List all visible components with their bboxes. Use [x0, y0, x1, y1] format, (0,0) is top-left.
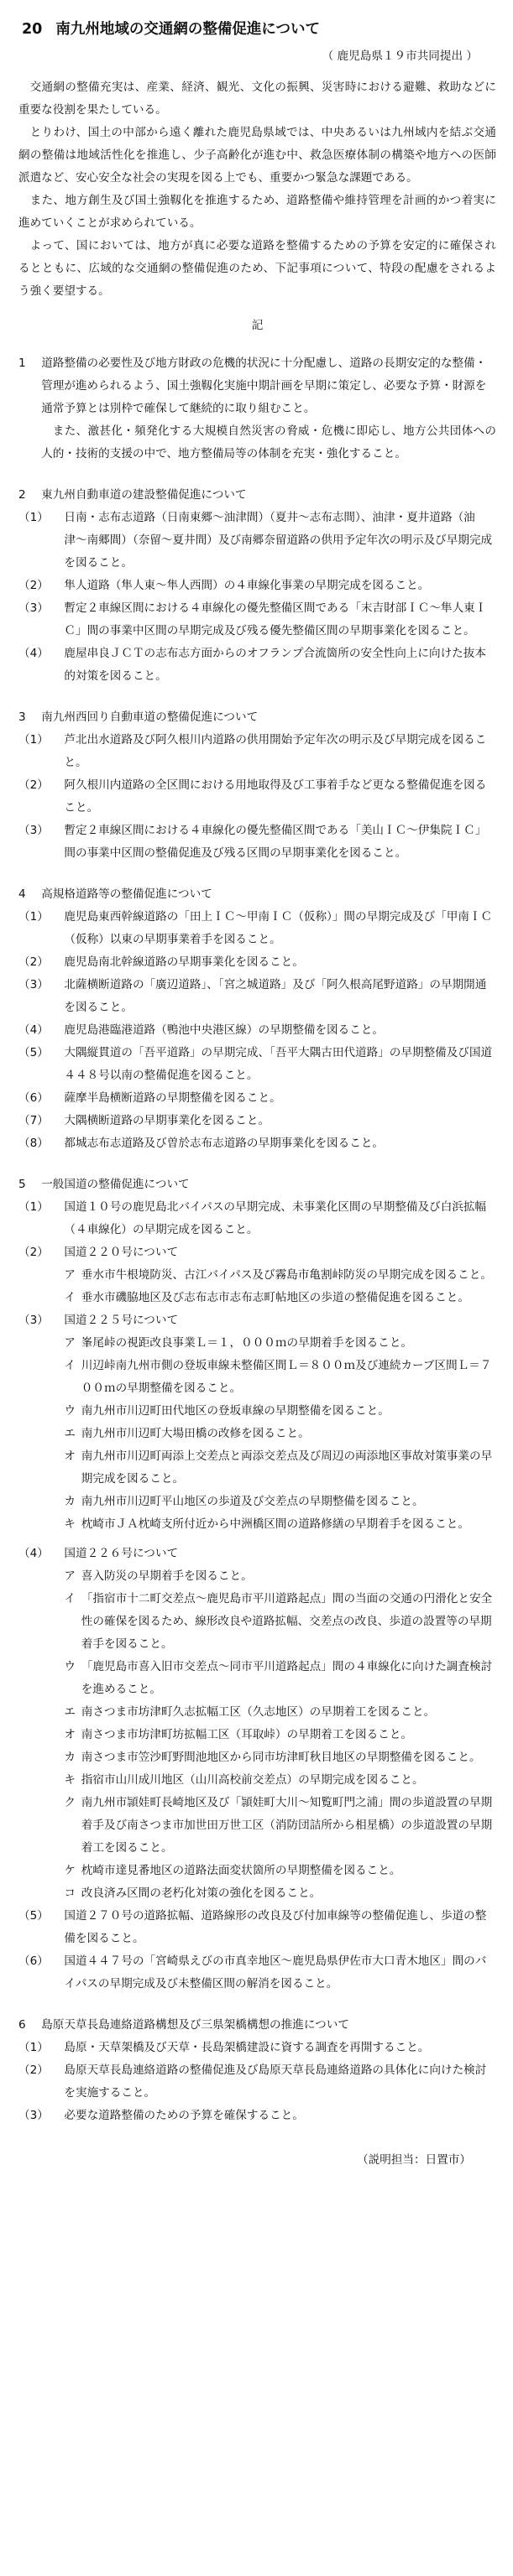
item-text: 島原天草長島連絡道路の整備促進及び島原天草長島連絡道路の具体化に向けた検討を実施すること。 [64, 2063, 487, 2100]
section-3 [18, 706, 496, 865]
section-title: 東九州自動車道の建設整備促進について [41, 488, 247, 502]
item-text: 日南・志布志道路（日南東郷〜油津間）（夏井〜志布志間）、油津・夏井道路（油津〜南郷間）（奈留〜夏井間）及び南郷奈留道路の供用予定年次の明示及び早期完成を図ること。 [64, 511, 493, 570]
sub-text: 南九州市川辺町平山地区の歩道及び交差点の早期整備を図ること。 [81, 1495, 424, 1508]
intro [18, 76, 496, 303]
item-marker: （6） [18, 1091, 49, 1105]
list-item [18, 951, 496, 974]
intro-paragraph: よって、国においては、地方が真に必要な道路を整備するための予算を安定的に確保されるとともに、広域的な交通網の整備促進のため、下記事項について、特段の配慮をされるよう強く要望する。 [18, 239, 496, 298]
section-title: 島原天草長島連絡道路構想及び三県架橋構想の推進について [41, 2018, 349, 2032]
section-heading [18, 484, 496, 507]
item-marker: （1） [18, 910, 49, 924]
list-item [18, 1087, 496, 1110]
sub-marker: ウ [64, 1404, 76, 1418]
item-text: 国道１０号の鹿児島北バイパスの早期完成、未事業化区間の早期整備及び白浜拡幅（４車線化）の早期完成を図ること。 [64, 1200, 487, 1236]
sub-item [18, 1724, 496, 1746]
list-item [18, 820, 496, 865]
item-marker: （4） [18, 647, 49, 660]
intro-paragraph: 交通網の整備充実は、産業、経済、観光、文化の振興、災害時における避難、救助などに重要な役割を果たしている。 [18, 81, 496, 117]
item-marker: （1） [18, 1200, 49, 1214]
list-item [18, 2037, 496, 2059]
sub-item [18, 1423, 496, 1445]
item-text: 北薩横断道路の「廣辺道路」、「宮之城道路」及び「阿久根高尾野道路」の早期開通を図ること。 [64, 978, 487, 1014]
section-number: 5 [18, 1178, 26, 1191]
item-marker: （4） [18, 1547, 49, 1560]
item-marker: （5） [18, 1046, 49, 1059]
sub-text: 枕崎市ＪＡ枕崎支所付近から中洲橋区間の道路修繕の早期着手を図ること。 [81, 1517, 469, 1531]
document-title-text: 南九州地域の交通網の整備促進について [55, 21, 321, 38]
item-text: 薩摩半島横断道路の早期整備を図ること。 [64, 1091, 281, 1105]
list-item [18, 575, 496, 597]
item-marker: （6） [18, 1954, 49, 1968]
group-heading [18, 1241, 496, 1264]
sub-text: 南九州市川辺町両添上交差点と両添交差点及び周辺の両添地区事故対策事業の早期完成を図ること。 [81, 1449, 493, 1486]
item-text: 大隅縦貫道の「吾平道路」の早期完成、「吾平大隅古田代道路」の早期整備及び国道４４８号以南の整備促進を図ること。 [64, 1046, 493, 1082]
ki-heading: 記 [251, 319, 264, 332]
sub-text: 喜入防災の早期着手を図ること。 [81, 1569, 253, 1583]
item-text: 都城志布志道路及び曽於志布志道路の早期事業化を図ること。 [64, 1137, 385, 1150]
sub-marker: オ [64, 1449, 76, 1463]
list-item [18, 1042, 496, 1087]
item-marker: （1） [18, 511, 49, 524]
item-marker: （4） [18, 1023, 49, 1037]
item-text: 国道４４７号の「宮崎県えびの市真幸地区〜鹿児島県伊佐市大口青木地区」間のバイパスの早期完成及び未整備区間の解消を図ること。 [64, 1954, 487, 1991]
list-item [18, 1110, 496, 1132]
section-title: 一般国道の整備促進について [41, 1178, 190, 1191]
sub-item [18, 1513, 496, 1536]
sub-item [18, 1565, 496, 1588]
sub-text: 「鹿児島市喜入旧市交差点〜同市平川道路起点」間の４車線化に向けた調査検討を進めること。 [81, 1660, 493, 1696]
sub-text: 南さつま市笠沙町野間池地区から同市坊津町秋目地区の早期整備を図ること。 [81, 1751, 481, 1764]
contact-line: （説明担当：日置市） [357, 2153, 471, 2167]
intro-paragraph: また、地方創生及び国土強靱化を推進するため、道路整備や維持管理を計画的かつ着実に進めていくことが求められている。 [18, 194, 496, 230]
sub-item [18, 1491, 496, 1513]
sub-marker: イ [64, 1291, 76, 1304]
sub-marker: イ [64, 1592, 76, 1605]
list-item [18, 507, 496, 575]
section-6 [18, 2014, 496, 2127]
item-marker: （2） [18, 2063, 49, 2077]
item-text: 鹿児島南北幹線道路の早期事業化を図ること。 [64, 955, 304, 969]
list-item [18, 1950, 496, 1996]
list-item [18, 974, 496, 1019]
group-heading [18, 1543, 496, 1565]
sub-marker: ア [64, 1569, 76, 1583]
item-marker: （1） [18, 733, 49, 747]
item-text: 国道２２５号について [64, 1314, 179, 1327]
list-item [18, 1132, 496, 1155]
item-marker: （3） [18, 978, 49, 991]
intro-paragraph: とりわけ、国土の中部から遠く離れた鹿児島県域では、中央あるいは九州域内を結ぶ交通網の整備は地域活性化を推進し、少子高齢化が進む中、救急医療体制の構築や地方への医師派遣など、安心安全な社会の実現を図る上でも、重要かつ緊急な課題である。 [18, 126, 496, 185]
sub-marker: ア [64, 1268, 76, 1282]
sub-marker: ウ [64, 1660, 76, 1673]
section-number: 3 [18, 710, 26, 724]
document-number: 20 [22, 21, 43, 38]
sub-text: 「指宿市十二町交差点〜鹿児島市平川道路起点」間の当面の交通の円滑化と安全性の確保を図るため、線形改良や道路拡幅、交差点の改良、歩道の設置等の早期着手を図ること。 [81, 1592, 493, 1651]
section-2 [18, 484, 496, 688]
sub-text: 枕崎市達見番地区の道路法面変状箇所の早期整備を図ること。 [81, 1864, 401, 1877]
item-marker: （2） [18, 955, 49, 969]
item-marker: （8） [18, 1137, 49, 1150]
sub-item [18, 1264, 496, 1287]
item-text: 大隅横断道路の早期事業化を図ること。 [64, 1114, 270, 1127]
list-item [18, 1019, 496, 1042]
item-marker: （3） [18, 1314, 49, 1327]
sub-text: 南九州市川辺町大場田橋の改修を図ること。 [81, 1427, 310, 1440]
sub-text: 垂水市磯脇地区及び志布志市志布志町帖地区の歩道の整備促進を図ること。 [81, 1291, 469, 1304]
sub-item [18, 1400, 496, 1423]
sub-item [18, 1792, 496, 1860]
sub-text: 南さつま市坊津町久志拡幅工区（久志地区）の早期着工を図ること。 [81, 1705, 436, 1719]
sub-marker: オ [64, 1728, 76, 1741]
sub-text: 南九州市頴娃町長崎地区及び「頴娃町大川〜知覧町門之浦」間の歩道設置の早期着手及び南さつま市加世田万世工区（消防団詰所から相星橋）の歩道設置の早期着工を図ること。 [81, 1796, 493, 1855]
section-heading [18, 883, 496, 906]
item-marker: （1） [18, 2041, 49, 2054]
sub-text: 峯尾峠の視距改良事業Ｌ＝１，０００ｍの早期着手を図ること。 [81, 1336, 413, 1350]
sub-item [18, 1746, 496, 1769]
sub-item [18, 1882, 496, 1905]
section-number: 6 [18, 2018, 26, 2032]
sub-marker: ア [64, 1336, 76, 1350]
sub-text: 南九州市川辺町田代地区の登坂車線の早期整備を図ること。 [81, 1404, 390, 1418]
section-1 [18, 352, 496, 466]
section-number: 2 [18, 488, 26, 502]
sub-item [18, 1355, 496, 1400]
sub-marker: キ [64, 1517, 76, 1531]
sub-item [18, 1656, 496, 1701]
section-heading [18, 1174, 496, 1196]
item-text: 国道２７０号の道路拡幅、道路線形の改良及び付加車線等の整備促進し、歩道の整備を図ること。 [64, 1909, 487, 1945]
sub-text: 改良済み区間の老朽化対策の強化を図ること。 [81, 1886, 322, 1900]
section-body [18, 420, 496, 466]
item-text: 芦北出水道路及び阿久根川内道路の供用開始予定年次の明示及び早期完成を図ること。 [64, 733, 487, 769]
section-title: 高規格道路等の整備促進について [41, 887, 212, 901]
list-item [18, 906, 496, 951]
list-item [18, 2059, 496, 2105]
list-item [18, 774, 496, 820]
section-heading [18, 352, 496, 420]
sub-item [18, 1287, 496, 1309]
sub-marker: ク [64, 1796, 76, 1809]
sub-item [18, 1332, 496, 1355]
item-text: 鹿児島東西幹線道路の「田上ＩＣ〜甲南ＩＣ（仮称）」間の早期完成及び「甲南ＩＣ（仮称）以東の早期事業着手を図ること。 [64, 910, 493, 946]
item-marker: （7） [18, 1114, 49, 1127]
section-heading [18, 706, 496, 729]
item-marker: （3） [18, 824, 49, 837]
section-number: 4 [18, 887, 26, 901]
sub-marker: キ [64, 1773, 76, 1787]
sub-marker: コ [64, 1886, 76, 1900]
item-text: 国道２２０号について [64, 1246, 179, 1259]
sub-text: 指宿市山川成川地区（山川高校前交差点）の早期完成を図ること。 [81, 1773, 424, 1787]
sub-marker: ケ [64, 1864, 76, 1877]
item-text: 阿久根川内道路の全区間における用地取得及び工事着手など更なる整備促進を図ること。 [64, 778, 487, 814]
sub-marker: イ [64, 1359, 76, 1372]
item-text: 島原・天草架橋及び天草・長島架橋建設に資する調査を再開すること。 [64, 2041, 430, 2054]
proposer-line: （ 鹿児島県１９市共同提出 ） [322, 49, 478, 63]
list-item [18, 729, 496, 774]
item-text: 国道２２６号について [64, 1547, 179, 1560]
sub-text: 川辺峠南九州市側の登坂車線未整備区間Ｌ＝８００ｍ及び連続カーブ区間Ｌ＝７００ｍの早期整備を図ること。 [81, 1359, 492, 1395]
sub-marker: カ [64, 1495, 76, 1508]
list-item [18, 597, 496, 643]
section-5 [18, 1174, 496, 1996]
item-text: 必要な道路整備のための予算を確保すること。 [64, 2109, 304, 2122]
section-number: 1 [18, 356, 26, 370]
section-heading [18, 2014, 496, 2037]
item-text: 鹿児島港臨港道路（鴨池中央港区線）の早期整備を図ること。 [64, 1023, 385, 1037]
item-text: 鹿屋串良ＪＣＴの志布志方面からのオフランプ合流箇所の安全性向上に向けた抜本的対策を図ること。 [64, 647, 486, 683]
group-heading [18, 1309, 496, 1332]
sub-item [18, 1445, 496, 1491]
item-text: 隼人道路（隼人東〜隼人西間）の４車線化事業の早期完成を図ること。 [64, 579, 430, 592]
list-item [18, 2105, 496, 2127]
section-paragraph: また、激甚化・頻発化する大規模自然災害の脅威・危機に即応し、地方公共団体への人的・技術的支援の中で、地方整備局等の体制を充実・強化すること。 [41, 424, 496, 461]
item-marker: （3） [18, 601, 49, 615]
document-title [22, 18, 496, 40]
sub-text: 垂水市牛根境防災、古江バイパス及び霧島市亀割峠防災の早期完成を図ること。 [81, 1268, 492, 1282]
sub-text: 南さつま市坊津町坊拡幅工区（耳取峠）の早期着工を図ること。 [81, 1728, 413, 1741]
sub-item [18, 1860, 496, 1882]
list-item [18, 643, 496, 688]
sub-item [18, 1701, 496, 1724]
sub-item [18, 1588, 496, 1656]
item-marker: （2） [18, 579, 49, 592]
item-text: 暫定２車線区間における４車線化の優先整備区間である「美山ＩＣ〜伊集院ＩＣ」間の事業中区間の整備促進及び残る区間の早期事業化を図ること。 [64, 824, 487, 860]
section-title: 南九州西回り自動車道の整備促進について [41, 710, 259, 724]
item-marker: （2） [18, 778, 49, 792]
item-marker: （5） [18, 1909, 49, 1923]
list-item [18, 1196, 496, 1241]
item-marker: （3） [18, 2109, 49, 2122]
sub-item [18, 1769, 496, 1792]
section-4 [18, 883, 496, 1155]
sub-marker: エ [64, 1427, 76, 1440]
sub-marker: カ [64, 1751, 76, 1764]
list-item [18, 1905, 496, 1950]
item-marker: （2） [18, 1246, 49, 1259]
section-title: 道路整備の必要性及び地方財政の危機的状況に十分配慮し、道路の長期安定的な整備・管理が進められるよう、国土強靱化実施中期計画を早期に策定し、必要な予算・財源を通常予算とは別枠で確保して継続的に取り組むこと。 [41, 356, 487, 415]
sub-marker: エ [64, 1705, 76, 1719]
item-text: 暫定２車線区間における４車線化の優先整備区間である「末吉財部ＩＣ〜隼人東ＩＣ」間の事業中区間の早期完成及び残る優先整備区間の早期事業化を図ること。 [64, 601, 487, 637]
